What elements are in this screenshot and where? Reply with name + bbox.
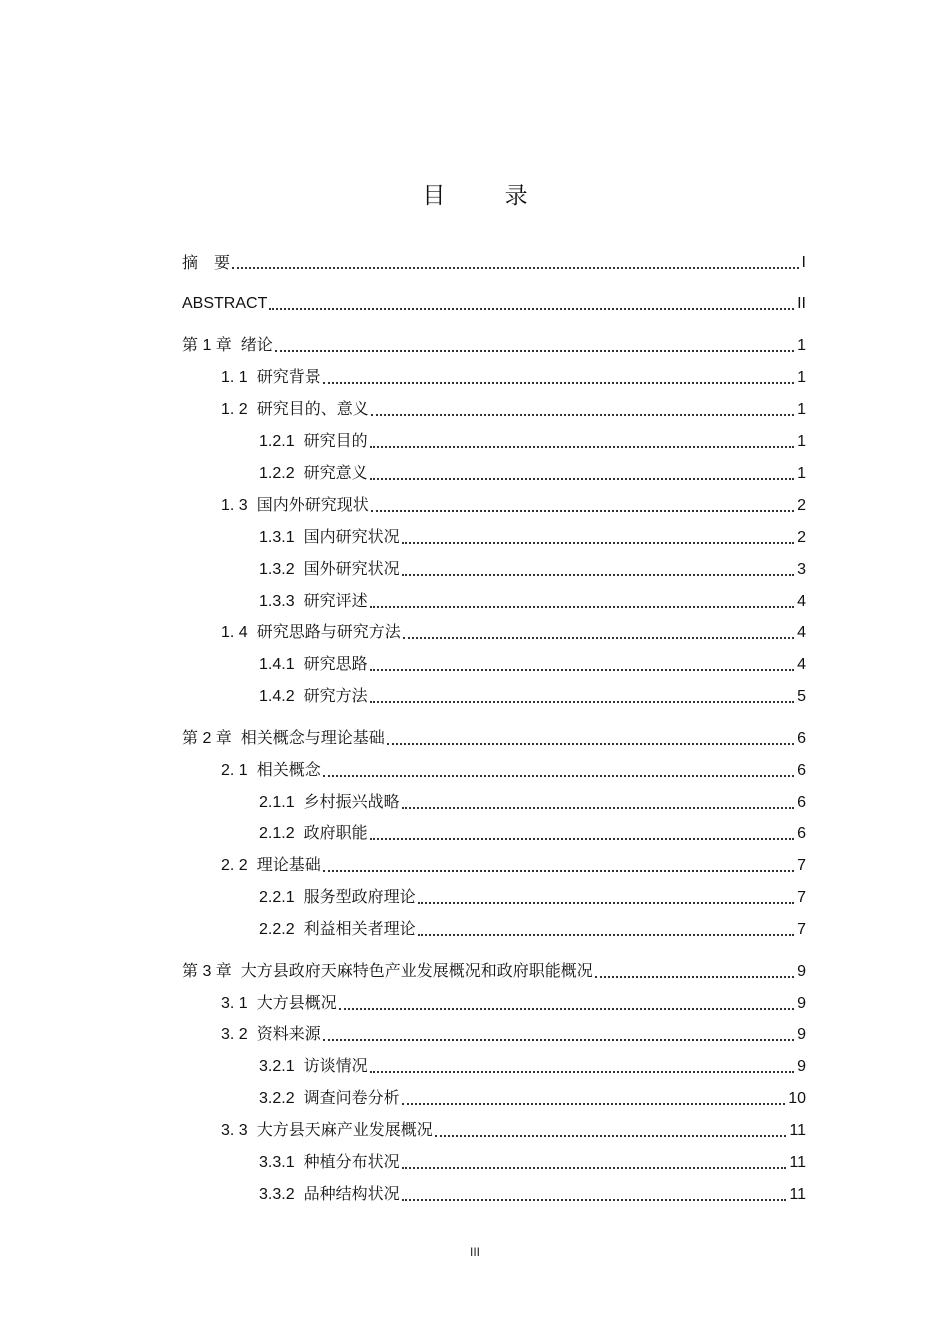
toc-page-number: 1: [797, 337, 806, 354]
toc-entry-subsection[interactable]: [259, 590, 806, 612]
toc-entry-number: 1.2.1: [259, 433, 295, 450]
toc-entry-section[interactable]: [221, 494, 806, 516]
toc-entry-number: 2.1.1: [259, 794, 295, 811]
toc-entry-subsection[interactable]: [259, 886, 806, 908]
toc-entry-subsection[interactable]: [259, 430, 806, 452]
toc-entry-number: 1. 3: [221, 497, 248, 514]
toc-entry-title: 国外研究状况: [303, 559, 400, 578]
footer-page-number: III: [469, 1245, 480, 1259]
toc-entry-section[interactable]: [221, 759, 806, 781]
toc-leader-dots: [323, 775, 794, 777]
toc-entry-abstract-cn[interactable]: [182, 251, 806, 273]
toc-leader-dots: [269, 308, 794, 310]
toc-entry-title: 研究评述: [303, 591, 368, 610]
toc-page-number: 7: [797, 889, 806, 906]
toc-page-number: 9: [797, 1058, 806, 1075]
toc-leader-dots: [370, 1071, 794, 1073]
toc-leader-dots: [403, 637, 794, 639]
toc-entry-subsection[interactable]: [259, 1055, 806, 1077]
toc-leader-dots: [371, 510, 794, 512]
toc-entry-title: 品种结构状况: [303, 1184, 400, 1203]
page-title: 目 录: [422, 183, 554, 209]
toc-leader-dots: [232, 267, 799, 269]
toc-page-number: 1: [797, 369, 806, 386]
toc-page-number: 1: [797, 465, 806, 482]
toc-page-number: 9: [797, 1026, 806, 1043]
toc-entry-number: 1.3.1: [259, 529, 295, 546]
toc-entry-section[interactable]: [221, 854, 806, 876]
toc-page-number: 4: [797, 593, 806, 610]
toc-entry-number: 1.3.3: [259, 593, 295, 610]
toc-entry-number: 3.3.1: [259, 1154, 295, 1171]
toc-entry-title: 理论基础: [256, 855, 321, 874]
toc-entry-title: 服务型政府理论: [303, 887, 416, 906]
toc-leader-dots: [323, 870, 794, 872]
toc-page-number: 10: [788, 1090, 806, 1107]
toc-entry-subsection[interactable]: [259, 526, 806, 548]
toc-leader-dots: [370, 701, 794, 703]
toc-leader-dots: [387, 743, 794, 745]
toc-page-number: 2: [797, 529, 806, 546]
toc-entry-title: 相关概念: [256, 760, 321, 779]
toc-entry-section[interactable]: [221, 992, 806, 1014]
toc-entry-subsection[interactable]: [259, 685, 806, 707]
toc-leader-dots: [339, 1008, 794, 1010]
toc-entry-title: 大方县政府天麻特色产业发展概况和政府职能概况: [240, 961, 593, 980]
toc-leader-dots: [370, 478, 794, 480]
toc-leader-dots: [323, 382, 794, 384]
toc-entry-title: 研究思路与研究方法: [256, 622, 401, 641]
toc-leader-dots: [370, 446, 794, 448]
toc-page-number: 1: [797, 433, 806, 450]
toc-entry-number: 1. 2: [221, 401, 248, 418]
toc-leader-dots: [370, 838, 794, 840]
toc-page-number: 9: [797, 963, 806, 980]
toc-entry-title: 研究意义: [303, 463, 368, 482]
toc-leader-dots: [371, 414, 794, 416]
toc-entry-number: 3.3.2: [259, 1186, 295, 1203]
toc-entry-subsection[interactable]: [259, 653, 806, 675]
toc-entry-section[interactable]: [221, 1023, 806, 1045]
toc-leader-dots: [402, 1199, 787, 1201]
toc-page-number: 9: [797, 995, 806, 1012]
toc-page-number: 6: [797, 730, 806, 747]
toc-page-number: 5: [797, 688, 806, 705]
toc-entry-number: 1.4.1: [259, 656, 295, 673]
toc-entry-title: 利益相关者理论: [303, 919, 416, 938]
toc-page-number: 6: [797, 762, 806, 779]
toc-page-number: 11: [789, 1186, 806, 1203]
toc-page-number: 11: [789, 1154, 806, 1171]
toc-entry-title: ABSTRACT: [182, 295, 268, 312]
toc-page-number: 6: [797, 794, 806, 811]
toc-entry-title: 绪论: [240, 335, 273, 354]
toc-leader-dots: [402, 542, 794, 544]
toc-leader-dots: [323, 1039, 794, 1041]
toc-page-number: 1: [797, 401, 806, 418]
toc-leader-dots: [370, 669, 794, 671]
toc-entry-subsection[interactable]: [259, 1087, 806, 1109]
toc-entry-subsection[interactable]: [259, 1151, 806, 1173]
toc-leader-dots: [402, 807, 794, 809]
toc-entry-number: 1. 4: [221, 624, 248, 641]
toc-entry-section[interactable]: [221, 621, 806, 643]
toc-leader-dots: [370, 606, 794, 608]
toc-entry-title: 研究背景: [256, 367, 321, 386]
toc-page-number: 11: [789, 1122, 806, 1139]
toc-entry-title: 访谈情况: [303, 1056, 368, 1075]
toc-entry-title: 研究思路: [303, 654, 368, 673]
toc-entry-subsection[interactable]: [259, 558, 806, 580]
toc-page-number: 7: [797, 921, 806, 938]
toc-entry-number: 3. 1: [221, 995, 248, 1012]
toc-entry-title: 政府职能: [303, 823, 368, 842]
toc-entry-abstract-en[interactable]: [182, 292, 806, 314]
toc-entry-number: 第 3 章: [182, 963, 232, 980]
toc-entry-subsection[interactable]: [259, 1183, 806, 1205]
toc-entry-number: 第 2 章: [182, 730, 232, 747]
toc-entry-title: 种植分布状况: [303, 1152, 400, 1171]
toc-entry-number: 3.2.1: [259, 1058, 295, 1075]
toc-entry-subsection[interactable]: [259, 791, 806, 813]
toc-entry-subsection[interactable]: [259, 822, 806, 844]
toc-entry-title: 研究方法: [303, 686, 368, 705]
toc-entry-number: 3. 2: [221, 1026, 248, 1043]
toc-entry-title: 摘 要: [182, 253, 231, 272]
toc-page-number: I: [801, 254, 806, 271]
toc-entry-title: 国内研究状况: [303, 527, 400, 546]
toc-entry-title: 乡村振兴战略: [303, 792, 400, 811]
toc-page-number: 3: [797, 561, 806, 578]
toc-leader-dots: [435, 1135, 787, 1137]
toc-entry-number: 3.2.2: [259, 1090, 295, 1107]
toc-entry-title: 研究目的、意义: [256, 399, 369, 418]
toc-entry-section[interactable]: [221, 366, 806, 388]
toc-entry-number: 3. 3: [221, 1122, 248, 1139]
toc-leader-dots: [595, 976, 794, 978]
toc-entry-chapter[interactable]: [182, 727, 806, 749]
toc-leader-dots: [402, 574, 794, 576]
toc-entry-title: 研究目的: [303, 431, 368, 450]
toc-entry-number: 2. 2: [221, 857, 248, 874]
toc-entry-section[interactable]: [221, 398, 806, 420]
toc-page-number: 7: [797, 857, 806, 874]
toc-entry-number: 2.2.1: [259, 889, 295, 906]
toc-page-number: 6: [797, 825, 806, 842]
toc-entry-number: 1.2.2: [259, 465, 295, 482]
toc-page-number: 4: [797, 624, 806, 641]
toc-leader-dots: [418, 934, 794, 936]
toc-entry-chapter[interactable]: [182, 960, 806, 982]
toc-entry-title: 国内外研究现状: [256, 495, 369, 514]
toc-entry-section[interactable]: [221, 1119, 806, 1141]
toc-entry-number: 2. 1: [221, 762, 248, 779]
toc-page-number: II: [797, 295, 806, 312]
toc-leader-dots: [418, 902, 794, 904]
toc-entry-title: 资料来源: [256, 1024, 321, 1043]
toc-entry-number: 1. 1: [221, 369, 248, 386]
toc-leader-dots: [402, 1103, 786, 1105]
toc-entry-chapter[interactable]: [182, 334, 806, 356]
toc-entry-subsection[interactable]: [259, 918, 806, 940]
toc-entry-number: 1.4.2: [259, 688, 295, 705]
toc-entry-title: 相关概念与理论基础: [240, 728, 385, 747]
toc-entry-subsection[interactable]: [259, 462, 806, 484]
toc-entry-title: 大方县概况: [256, 993, 337, 1012]
toc-entry-title: 大方县天麻产业发展概况: [256, 1120, 433, 1139]
toc-leader-dots: [402, 1167, 787, 1169]
toc-entry-number: 第 1 章: [182, 337, 232, 354]
toc-page-number: 4: [797, 656, 806, 673]
toc-entry-title: 调查问卷分析: [303, 1088, 400, 1107]
toc-leader-dots: [275, 350, 794, 352]
toc-entry-number: 1.3.2: [259, 561, 295, 578]
toc-entry-number: 2.1.2: [259, 825, 295, 842]
toc-page-number: 2: [797, 497, 806, 514]
toc-entry-number: 2.2.2: [259, 921, 295, 938]
